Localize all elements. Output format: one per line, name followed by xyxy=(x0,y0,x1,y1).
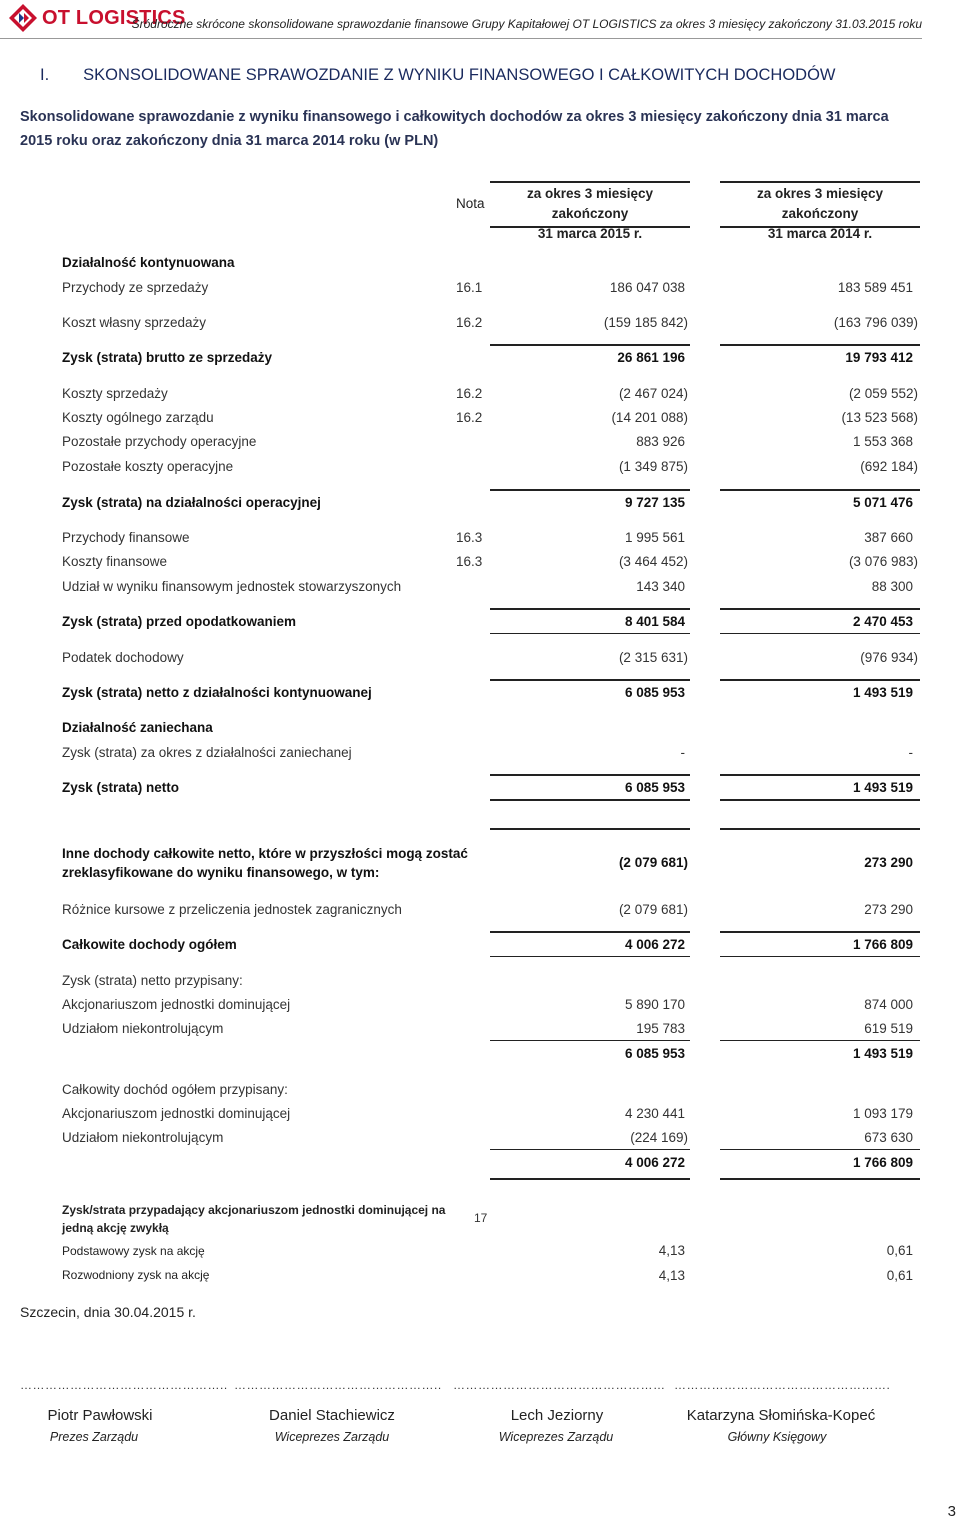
value-non-controlling-2-2014: 673 630 xyxy=(864,1130,913,1145)
value-selling-costs-2014: (2 059 552) xyxy=(848,386,918,401)
label-income-tax: Podatek dochodowy xyxy=(62,650,184,665)
label-discontinued-profit: Zysk (strata) za okres z działalności zaniechanej xyxy=(62,745,352,760)
value-other-op-income-2014: 1 553 368 xyxy=(852,434,913,449)
column-header-2014-line2: 31 marca 2014 r. xyxy=(767,226,873,241)
section-number: I. xyxy=(40,66,50,84)
label-eps-head-line2: jedną akcję zwykłą xyxy=(62,1221,169,1235)
value-finance-income-2015: 1 995 561 xyxy=(624,530,685,545)
nota-finance-costs: 16.3 xyxy=(456,554,483,569)
value-total-comprehensive-income-2015: 4 006 272 xyxy=(624,937,685,952)
value-gross-profit-2015: 26 861 196 xyxy=(617,350,685,365)
rule-operating-2014 xyxy=(720,489,920,491)
value-other-op-costs-2014: (692 184) xyxy=(860,459,918,474)
value-fx-differences-2014: 273 290 xyxy=(864,902,913,917)
value-net-profit-2015: 6 085 953 xyxy=(624,780,685,795)
value-parent-shareholders-1-2015: 5 890 170 xyxy=(624,997,685,1012)
value-operating-profit-2014: 5 071 476 xyxy=(852,495,913,510)
value-sum2-2015: 4 006 272 xyxy=(624,1155,685,1170)
section-title-text: SKONSOLIDOWANE SPRAWOZDANIE Z WYNIKU FINANSOWEGO I CAŁKOWITYCH DOCHODÓW xyxy=(83,66,836,84)
label-parent-shareholders-2: Akcjonariuszom jednostki dominującej xyxy=(62,1106,291,1121)
nota-cost-of-sales: 16.2 xyxy=(456,315,483,330)
place-date: Szczecin, dnia 30.04.2015 r. xyxy=(20,1304,196,1320)
page-number: 3 xyxy=(947,1503,956,1520)
value-sum2-2014: 1 766 809 xyxy=(852,1155,913,1170)
logo-arrow-icon xyxy=(8,3,38,33)
value-net-profit-continuing-2015: 6 085 953 xyxy=(624,685,685,700)
signature-line-4: ……………………………………………. xyxy=(674,1378,891,1392)
label-cost-of-sales: Koszt własny sprzedaży xyxy=(62,315,207,330)
value-revenue-2014: 183 589 451 xyxy=(837,280,913,295)
value-parent-shareholders-2-2014: 1 093 179 xyxy=(852,1106,913,1121)
signatory-name-4: Katarzyna Słomińska-Kopeć xyxy=(686,1407,876,1424)
label-fx-differences: Różnice kursowe z przeliczenia jednostek zagranicznych xyxy=(62,902,402,917)
rule-total-ci-under-2015 xyxy=(490,956,690,957)
value-gross-profit-2014: 19 793 412 xyxy=(845,350,913,365)
value-net-profit-2014: 1 493 519 xyxy=(852,780,913,795)
column-header-2015-line2: 31 marca 2015 r. xyxy=(537,226,643,241)
value-total-comprehensive-income-2014: 1 766 809 xyxy=(852,937,913,952)
section-title xyxy=(40,66,836,85)
label-revenue: Przychody ze sprzedaży xyxy=(62,280,209,295)
value-operating-profit-2015: 9 727 135 xyxy=(624,495,685,510)
label-eps-diluted: Rozwodniony zysk na akcję xyxy=(62,1268,210,1282)
value-cost-of-sales-2014: (163 796 039) xyxy=(833,315,918,330)
column-header-2015 xyxy=(490,184,690,244)
label-non-controlling-1: Udziałom niekontrolującym xyxy=(62,1021,224,1036)
logo-text: OT LOGISTICS xyxy=(42,6,186,29)
value-selling-costs-2015: (2 467 024) xyxy=(618,386,688,401)
label-gross-profit: Zysk (strata) brutto ze sprzedaży xyxy=(62,350,273,365)
label-net-attributable-head: Zysk (strata) netto przypisany: xyxy=(62,973,243,988)
value-cost-of-sales-2015: (159 185 842) xyxy=(603,315,688,330)
nota-column-header: Nota xyxy=(456,196,485,211)
rule-net-under-2014 xyxy=(720,799,920,801)
label-selling-costs: Koszty sprzedaży xyxy=(62,386,168,401)
label-oci-line2: zreklasyfikowane do wyniku finansowego, w tym: xyxy=(62,865,380,880)
rule-total-ci-2014 xyxy=(720,931,920,933)
label-finance-costs: Koszty finansowe xyxy=(62,554,168,569)
value-finance-costs-2015: (3 464 452) xyxy=(618,554,688,569)
label-oci-line1: Inne dochody całkowite netto, które w przyszłości mogą zostać xyxy=(62,846,468,861)
nota-finance-income: 16.3 xyxy=(456,530,483,545)
value-associates-share-2014: 88 300 xyxy=(871,579,913,594)
rule-net-2015 xyxy=(490,774,690,776)
label-net-profit-continuing: Zysk (strata) netto z działalności kontynuowanej xyxy=(62,685,372,700)
rule-total-ci-under-2014 xyxy=(720,956,920,957)
signatory-role-4: Główny Księgowy xyxy=(727,1430,827,1444)
label-finance-income: Przychody finansowe xyxy=(62,530,190,545)
value-parent-shareholders-1-2014: 874 000 xyxy=(864,997,913,1012)
nota-eps: 17 xyxy=(474,1211,488,1225)
value-profit-before-tax-2014: 2 470 453 xyxy=(852,614,913,629)
label-associates-share: Udział w wyniku finansowym jednostek stowarzyszonych xyxy=(62,579,402,594)
value-non-controlling-1-2015: 195 783 xyxy=(636,1021,685,1036)
rule-sum1-2014 xyxy=(720,1040,920,1041)
document-header-title: Śródroczne skrócone skonsolidowane sprawozdanie finansowe Grupy Kapitałowej OT LOGISTICS za okres 3 miesięcy zakończony 31.03.2015 roku xyxy=(131,17,922,31)
nota-selling-costs: 16.2 xyxy=(456,386,483,401)
value-oci-2014: 273 290 xyxy=(864,855,913,870)
signatory-name-2: Daniel Stachiewicz xyxy=(269,1407,395,1424)
rule-total-ci-2015 xyxy=(490,931,690,933)
signatory-name-3: Lech Jeziorny xyxy=(510,1407,604,1424)
label-total-ci-attributable-head: Całkowity dochód ogółem przypisany: xyxy=(62,1082,288,1097)
value-eps-diluted-2014: 0,61 xyxy=(886,1268,913,1283)
label-non-controlling-2: Udziałom niekontrolującym xyxy=(62,1130,224,1145)
value-finance-income-2014: 387 660 xyxy=(864,530,913,545)
value-sum1-2014: 1 493 519 xyxy=(852,1046,913,1061)
value-eps-diluted-2015: 4,13 xyxy=(658,1268,685,1283)
page-header xyxy=(0,0,960,40)
label-eps-basic: Podstawowy zysk na akcję xyxy=(62,1244,205,1258)
value-eps-basic-2014: 0,61 xyxy=(886,1243,913,1258)
header-divider xyxy=(0,38,922,39)
nota-revenue: 16.1 xyxy=(456,280,483,295)
column-header-2015-line1: za okres 3 miesięcy zakończony xyxy=(526,186,654,221)
signatory-role-1: Prezes Zarządu xyxy=(49,1430,139,1444)
value-profit-before-tax-2015: 8 401 584 xyxy=(624,614,685,629)
signature-line-2: ………………………………………….. xyxy=(234,1378,442,1392)
rule-sum2-2014 xyxy=(720,1149,920,1150)
value-admin-costs-2015: (14 201 088) xyxy=(611,410,688,425)
header-rule-bottom-2014 xyxy=(720,226,920,228)
signature-line-3: …………………………………………… xyxy=(453,1378,666,1392)
rule-sum2-under-2014 xyxy=(720,1178,920,1180)
rule-net-2014 xyxy=(720,774,920,776)
rule-net-cont-2014 xyxy=(720,679,920,681)
rule-net-under-2015 xyxy=(490,799,690,801)
header-rule-top-2015 xyxy=(490,181,690,183)
value-income-tax-2014: (976 934) xyxy=(860,650,918,665)
label-admin-costs: Koszty ogólnego zarządu xyxy=(62,410,214,425)
rule-gross-2014 xyxy=(720,344,920,346)
label-other-op-costs: Pozostałe koszty operacyjne xyxy=(62,459,234,474)
nota-admin-costs: 16.2 xyxy=(456,410,483,425)
value-parent-shareholders-2-2015: 4 230 441 xyxy=(624,1106,685,1121)
signatory-name-1: Piotr Pawłowski xyxy=(47,1407,153,1424)
rule-net-cont-2015 xyxy=(490,679,690,681)
label-total-comprehensive-income: Całkowite dochody ogółem xyxy=(62,937,237,952)
header-rule-bottom-2015 xyxy=(490,226,690,228)
label-discontinued-ops: Działalność zaniechana xyxy=(62,720,213,735)
label-profit-before-tax: Zysk (strata) przed opodatkowaniem xyxy=(62,614,297,629)
statement-subtitle: Skonsolidowane sprawozdanie z wyniku finansowego i całkowitych dochodów za okres 3 miesięcy zakończony dnia 31 marca 2015 roku oraz zakończony dnia 31 marca 2014 roku (w PLN) xyxy=(20,109,889,149)
label-continuing-ops: Działalność kontynuowana xyxy=(62,255,235,270)
rule-oci-top-2014 xyxy=(720,828,920,830)
value-non-controlling-2-2015: (224 169) xyxy=(630,1130,688,1145)
label-operating-profit: Zysk (strata) na działalności operacyjnej xyxy=(62,495,321,510)
rule-sum1-2015 xyxy=(490,1040,690,1041)
rule-oci-top-2015 xyxy=(490,828,690,830)
value-other-op-income-2015: 883 926 xyxy=(636,434,685,449)
signatory-role-2: Wiceprezes Zarządu xyxy=(274,1430,390,1444)
value-admin-costs-2014: (13 523 568) xyxy=(841,410,918,425)
value-other-op-costs-2015: (1 349 875) xyxy=(618,459,688,474)
label-parent-shareholders-1: Akcjonariuszom jednostki dominującej xyxy=(62,997,291,1012)
rule-gross-2015 xyxy=(490,344,690,346)
value-income-tax-2015: (2 315 631) xyxy=(618,650,688,665)
signatory-role-3: Wiceprezes Zarządu xyxy=(498,1430,614,1444)
rule-operating-2015 xyxy=(490,489,690,491)
value-associates-share-2015: 143 340 xyxy=(636,579,685,594)
rule-pretax-2014 xyxy=(720,608,920,610)
value-discontinued-profit-2015: - xyxy=(680,745,685,760)
value-oci-2015: (2 079 681) xyxy=(618,855,688,870)
rule-pretax-2015 xyxy=(490,608,690,610)
value-non-controlling-1-2014: 619 519 xyxy=(864,1021,913,1036)
label-other-op-income: Pozostałe przychody operacyjne xyxy=(62,434,257,449)
signature-line-1: ………………………………………….. xyxy=(20,1378,228,1392)
label-eps-head-line1: Zysk/strata przypadający akcjonariuszom jednostki dominującej na xyxy=(62,1203,446,1217)
column-header-2014 xyxy=(720,184,920,244)
value-fx-differences-2015: (2 079 681) xyxy=(618,902,688,917)
column-header-2014-line1: za okres 3 miesięcy zakończony xyxy=(756,186,884,221)
header-rule-top-2014 xyxy=(720,181,920,183)
value-net-profit-continuing-2014: 1 493 519 xyxy=(852,685,913,700)
label-net-profit: Zysk (strata) netto xyxy=(62,780,180,795)
rule-sum2-under-2015 xyxy=(490,1178,690,1180)
value-finance-costs-2014: (3 076 983) xyxy=(848,554,918,569)
value-eps-basic-2015: 4,13 xyxy=(658,1243,685,1258)
value-revenue-2015: 186 047 038 xyxy=(609,280,685,295)
value-sum1-2015: 6 085 953 xyxy=(624,1046,685,1061)
rule-pretax-under-2015 xyxy=(490,633,690,634)
value-discontinued-profit-2014: - xyxy=(908,745,913,760)
rule-sum2-2015 xyxy=(490,1149,690,1150)
rule-pretax-under-2014 xyxy=(720,633,920,634)
